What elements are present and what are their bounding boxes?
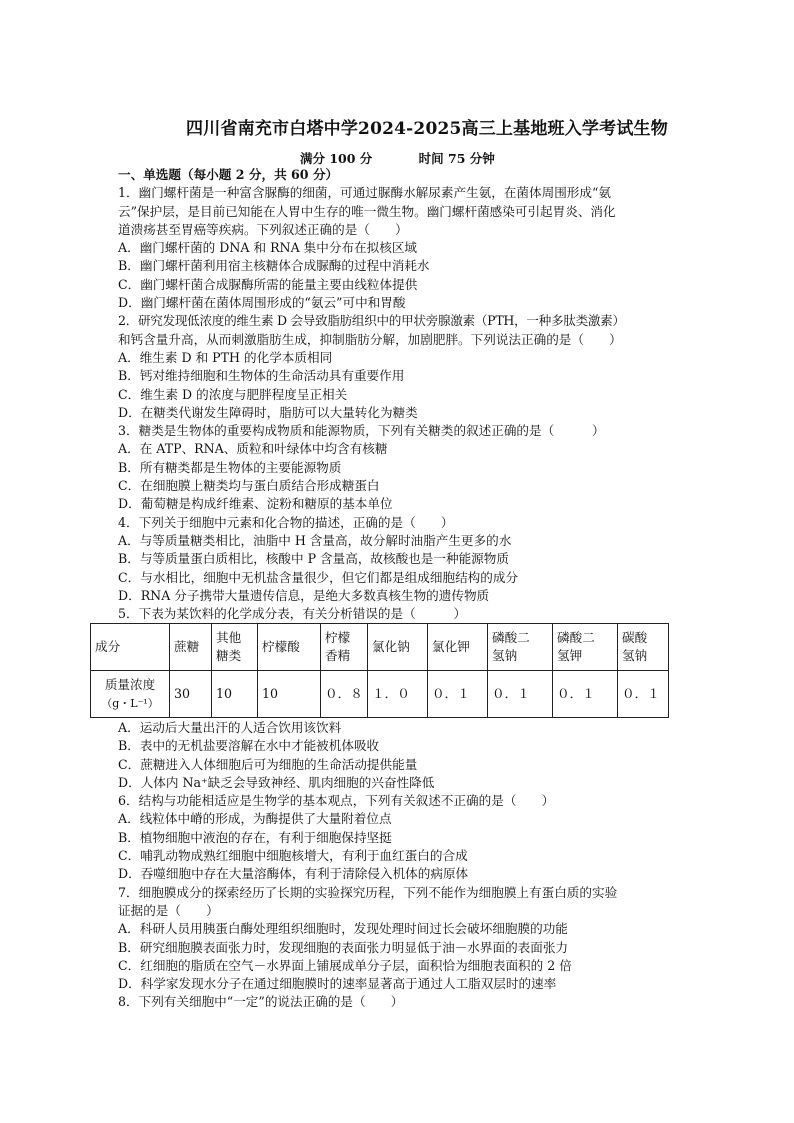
option-c: C．红细胞的脂质在空气－水界面上铺展成单分子层，面积恰为细胞表面积的 2 倍 [118, 957, 572, 973]
table-header-cell: 磷酸二 氢钠 [488, 624, 553, 671]
option-c: C．哺乳动物成熟红细胞中细胞核增大，有利于血红蛋白的合成 [118, 848, 468, 864]
question-7 [118, 884, 684, 994]
table-cell: ０．１ [618, 671, 669, 718]
table-header-cell: 氯化钾 [428, 624, 488, 671]
table-cell: 30 [170, 671, 212, 718]
option-a: A．运动后大量出汗的人适合饮用该饮料 [118, 720, 342, 735]
option-a: A．维生素 D 和 PTH 的化学本质相同 [118, 349, 333, 365]
option-d: D．科学家发现水分子在通过细胞膜时的速率显著高于通过人工脂双层时的速率 [118, 976, 557, 992]
option-d: D．幽门螺杆菌在菌体周围形成的“氨云”可中和胃酸 [118, 295, 406, 311]
table-header-cell: 碳酸 氢钠 [618, 624, 669, 671]
table-cell: 10 [258, 671, 321, 718]
table-header-cell: 成分 [91, 624, 170, 671]
table-cell: ０．１ [488, 671, 553, 718]
option-d: D．RNA 分子携带大量遗传信息，是绝大多数真核生物的遗传物质 [118, 587, 490, 603]
table-header-cell: 柠檬 香精 [321, 624, 368, 671]
table-header-row [91, 624, 669, 671]
question-1 [118, 184, 684, 312]
question-text: 1．幽门螺杆菌是一种富含脲酶的细菌，可通过脲酶水解尿素产生氨，在菌体周围形成“氨 [118, 185, 612, 201]
composition-table [90, 623, 669, 718]
question-text: 5．下表为某饮料的化学成分表，有关分析错误的是（ ） [118, 606, 467, 622]
question-text: 2．研究发现低浓度的维生素 D 会导致脂肪组织中的甲状旁腺激素（PTH，一种多肽类激素） [118, 313, 625, 329]
option-b: B．植物细胞中液泡的存在，有利于细胞保持坚挺 [118, 829, 392, 845]
option-d: D．在糖类代谢发生障碍时，脂肪可以大量转化为糖类 [118, 404, 418, 420]
table-row [91, 671, 669, 718]
option-c: C．幽门螺杆菌合成脲酶所需的能量主要由线粒体提供 [118, 276, 418, 292]
table-header-cell: 柠檬酸 [258, 624, 321, 671]
full-score: 满分 100 分 [300, 151, 373, 166]
question-text: 证据的是（ ） [118, 902, 219, 918]
option-b: B．研究细胞膜表面张力时，发现细胞的表面张力明显低于油－水界面的表面张力 [118, 939, 569, 955]
option-a: A．在 ATP、RNA、质粒和叶绿体中均含有核糖 [118, 441, 388, 457]
table-header-cell: 其他 糖类 [212, 624, 258, 671]
option-b: B．所有糖类都是生物体的主要能源物质 [118, 459, 342, 475]
exam-time: 时间 75 分钟 [418, 151, 495, 166]
question-6 [118, 792, 684, 883]
question-text: 6．结构与功能相适应是生物学的基本观点，下列有关叙述不正确的是（ ） [118, 793, 555, 809]
section-heading: 一、单选题（每小题 2 分，共 60 分） [118, 167, 339, 182]
questions-part2 [118, 719, 684, 1012]
table-cell: ０．１ [428, 671, 488, 718]
table-cell: １．０ [368, 671, 428, 718]
table-header-cell: 磷酸二 氢钾 [553, 624, 618, 671]
question-3 [118, 422, 684, 513]
question-5-options [118, 719, 684, 792]
table-header-cell: 氯化钠 [368, 624, 428, 671]
exam-meta [300, 149, 537, 167]
option-b: B．表中的无机盐要溶解在水中才能被机体吸收 [118, 738, 380, 754]
question-text: 道溃疡甚至胃癌等疾病。下列叙述正确的是（ ） [118, 221, 408, 237]
question-8 [118, 993, 684, 1011]
option-b: B．钙对维持细胞和生物体的生命活动具有重要作用 [118, 368, 405, 384]
option-b: B．幽门螺杆菌利用宿主核糖体合成脲酶的过程中消耗水 [118, 258, 430, 274]
option-c: C．与水相比，细胞中无机盐含量很少，但它们都是组成细胞结构的成分 [118, 569, 519, 585]
option-a: A．科研人员用胰蛋白酶处理组织细胞时，发现处理时间过长会破坏细胞膜的功能 [118, 921, 568, 937]
question-text: 8．下列有关细胞中“一定”的说法正确的是（ ） [118, 994, 404, 1010]
question-5 [118, 605, 684, 623]
question-4 [118, 514, 684, 605]
questions-part1 [118, 166, 684, 623]
option-b: B．与等质量蛋白质相比，核酸中 P 含量高，故核酸也是一种能源物质 [118, 551, 509, 567]
table-cell: ０．１ [553, 671, 618, 718]
question-2 [118, 312, 684, 422]
question-text: 和钙含量升高，从而刺激脂肪生成，抑制脂肪分解，加剧肥胖。下列说法正确的是（ ） [118, 331, 622, 347]
question-text: 3．糖类是生物体的重要构成物质和能源物质，下列有关糖类的叙述正确的是（ ） [118, 423, 605, 439]
page-title: 四川省南充市白塔中学2024-2025高三上基地班入学考试生物 [186, 119, 668, 139]
option-a: A．线粒体中嵴的形成，为酶提供了大量附着位点 [118, 811, 392, 827]
table-cell: 10 [212, 671, 258, 718]
question-text: 云”保护层，是目前已知能在人胃中生存的唯一微生物。幽门螺杆菌感染可引起胃炎、消化 [118, 203, 616, 219]
option-d: D．人体内 Na⁺缺乏会导致神经、肌肉细胞的兴奋性降低 [118, 774, 435, 790]
table-header-cell: 蔗糖 [170, 624, 212, 671]
option-c: C．蔗糖进入人体细胞后可为细胞的生命活动提供能量 [118, 756, 418, 772]
option-c: C．维生素 D 的浓度与肥胖程度呈正相关 [118, 386, 348, 402]
option-a: A．与等质量糖类相比，油脂中 H 含量高，故分解时油脂产生更多的水 [118, 532, 512, 548]
table-cell: ０．８ [321, 671, 368, 718]
option-d: D．葡萄糖是构成纤维素、淀粉和糖原的基本单位 [118, 496, 393, 512]
option-d: D．吞噬细胞中存在大量溶酶体，有利于清除侵入机体的病原体 [118, 866, 469, 882]
question-text: 7．细胞膜成分的探索经历了长期的实验探究历程，下列不能作为细胞膜上有蛋白质的实验 [118, 884, 618, 900]
question-text: 4．下列关于细胞中元素和化合物的描述，正确的是（ ） [118, 514, 454, 530]
option-c: C．在细胞膜上糖类均与蛋白质结合形成糖蛋白 [118, 478, 380, 494]
option-a: A．幽门螺杆菌的 DNA 和 RNA 集中分布在拟核区域 [118, 240, 418, 256]
table-row-label: 质量浓度 （g・L⁻¹） [91, 671, 170, 718]
